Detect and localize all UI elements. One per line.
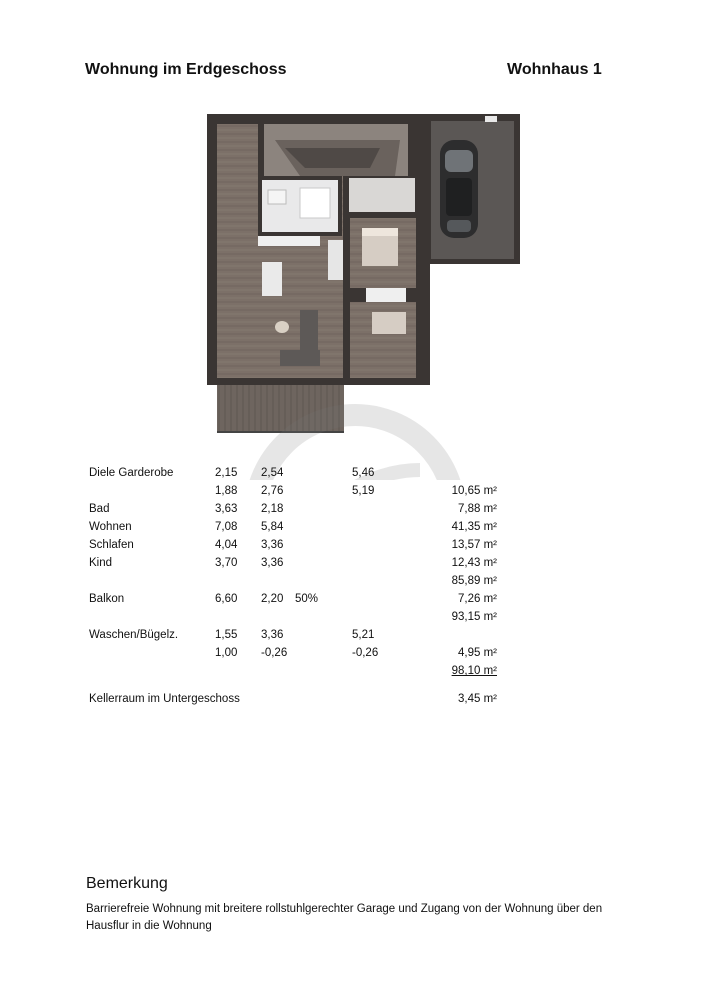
cell-a: 3,70 [215,557,238,569]
cell-a: 1,88 [215,485,238,497]
cell-b: 2,18 [261,503,284,515]
cell-a: 7,08 [215,521,238,533]
cell-c: -0,26 [352,647,379,659]
remark-heading: Bemerkung [86,875,168,892]
cell-b: 2,76 [261,485,284,497]
cell-a: 6,60 [215,593,238,605]
cell-area: 13,57 m² [451,539,497,551]
car-icon [440,140,478,238]
cell-b: 3,36 [261,557,284,569]
cell-area: 41,35 m² [451,521,497,533]
cell-pct: 50% [295,593,319,605]
cell-area: 3,45 m² [458,693,497,705]
cell-b: 3,36 [261,629,284,641]
cell-a: 2,15 [215,467,238,479]
page-title: Wohnung im Erdgeschoss [85,61,287,78]
cell-area: 7,88 m² [458,503,497,515]
cell-label: Kind [89,557,113,569]
cell-label: Schlafen [89,539,134,551]
cell-b: 2,20 [261,593,284,605]
cell-area: 12,43 m² [451,557,497,569]
cell-c: 5,19 [352,485,375,497]
cell-area: 85,89 m² [451,575,497,587]
remark-text: Barrierefreie Wohnung mit breitere rollstuhlgerechter Garage und Zugang von der Wohnung über den Hausflur in die Wohnung [86,903,603,932]
cell-area: 93,15 m² [451,611,497,623]
cell-c: 5,21 [352,629,375,641]
cell-label: Kellerraum im Untergeschoss [89,693,240,705]
cell-a: 1,55 [215,629,238,641]
cell-a: 3,63 [215,503,238,515]
cell-a: 1,00 [215,647,238,659]
cell-label: Waschen/Bügelz. [89,629,179,641]
cell-label: Diele Garderobe [89,467,174,479]
cell-a: 4,04 [215,539,238,551]
sofa [300,310,318,354]
cell-c: 5,46 [352,467,375,479]
floor-plan-image [0,0,707,480]
cell-b: 2,54 [261,467,284,479]
cell-label: Bad [89,503,110,515]
cell-area: 98,10 m² [451,665,497,677]
cell-label: Wohnen [89,521,132,533]
wash-room [349,178,415,212]
dining-table [262,262,282,296]
cell-b: 5,84 [261,521,284,533]
cell-b: -0,26 [261,647,288,659]
cell-area: 4,95 m² [458,647,497,659]
cell-area: 7,26 m² [458,593,497,605]
cell-b: 3,36 [261,539,284,551]
cell-area: 10,65 m² [451,485,497,497]
cell-label: Balkon [89,593,125,605]
building-title: Wohnhaus 1 [507,61,602,78]
child-bed [372,312,406,334]
